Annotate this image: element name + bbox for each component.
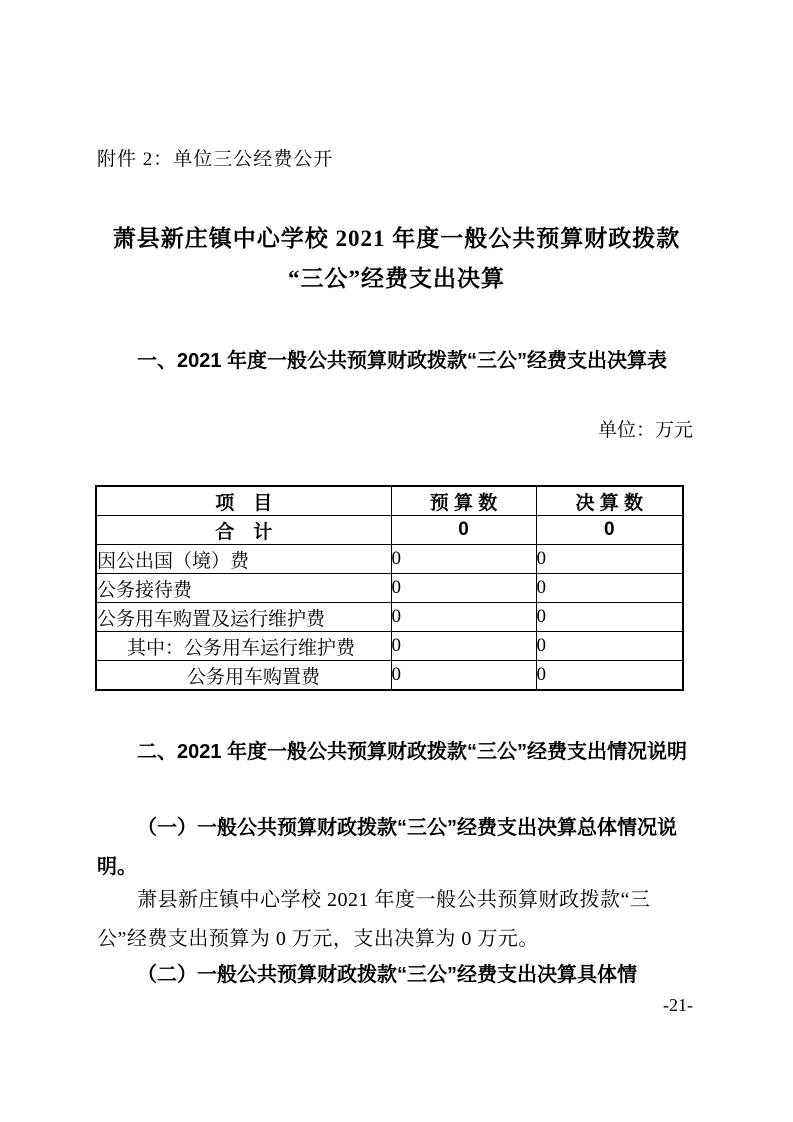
- total-final-value: 0: [536, 516, 683, 545]
- col-header-budget: 预 算 数: [391, 486, 536, 516]
- section-2-sub-2-heading: （二）一般公共预算财政拨款“三公”经费支出决算具体情: [137, 964, 637, 986]
- row-final-value: 0: [536, 661, 683, 691]
- row-label: 公务用车购置费: [96, 661, 391, 691]
- col-header-item: 项 目: [96, 486, 391, 516]
- section-2-paragraph: 萧县新庄镇中心学校 2021 年度一般公共预算财政拨款“三公”经费支出预算为 0 万元，支出决算为 0 万元。: [97, 889, 651, 950]
- section-2-heading: 二、2021 年度一般公共预算财政拨款“三公”经费支出情况说明: [137, 741, 688, 763]
- table-row: [96, 545, 683, 574]
- row-label: 其中：公务用车运行维护费: [96, 632, 391, 661]
- table-row: [96, 632, 683, 661]
- document-title: [0, 219, 793, 299]
- row-final-value: 0: [536, 603, 683, 632]
- table-row: [96, 574, 683, 603]
- table-row-total: [96, 516, 683, 545]
- table-row: [96, 661, 683, 691]
- total-budget-value: 0: [391, 516, 536, 545]
- attachment-label: 附件 2：单位三公经费公开: [97, 149, 334, 170]
- table-header-row: [96, 486, 683, 516]
- row-final-value: 0: [536, 574, 683, 603]
- unit-note: 单位：万元: [597, 420, 693, 441]
- section-1-heading: 一、2021 年度一般公共预算财政拨款“三公”经费支出决算表: [137, 350, 668, 372]
- row-final-value: 0: [536, 632, 683, 661]
- section-2-sub-1-heading: （一）一般公共预算财政拨款“三公”经费支出决算总体情况说明。: [97, 817, 677, 878]
- document-title-line-2: “三公”经费支出决算: [288, 266, 505, 291]
- row-label: 公务用车购置及运行维护费: [96, 603, 391, 632]
- row-budget-value: 0: [391, 574, 536, 603]
- row-budget-value: 0: [391, 632, 536, 661]
- row-budget-value: 0: [391, 661, 536, 691]
- row-budget-value: 0: [391, 603, 536, 632]
- total-label: 合 计: [96, 516, 391, 545]
- three-public-expense-table: [95, 485, 684, 691]
- row-label: 因公出国（境）费: [96, 545, 391, 574]
- col-header-final: 决 算 数: [536, 486, 683, 516]
- table-row: [96, 603, 683, 632]
- row-budget-value: 0: [391, 545, 536, 574]
- page-number: -21-: [663, 995, 693, 1015]
- document-title-line-1: 萧县新庄镇中心学校 2021 年度一般公共预算财政拨款: [112, 226, 681, 251]
- row-final-value: 0: [536, 545, 683, 574]
- row-label: 公务接待费: [96, 574, 391, 603]
